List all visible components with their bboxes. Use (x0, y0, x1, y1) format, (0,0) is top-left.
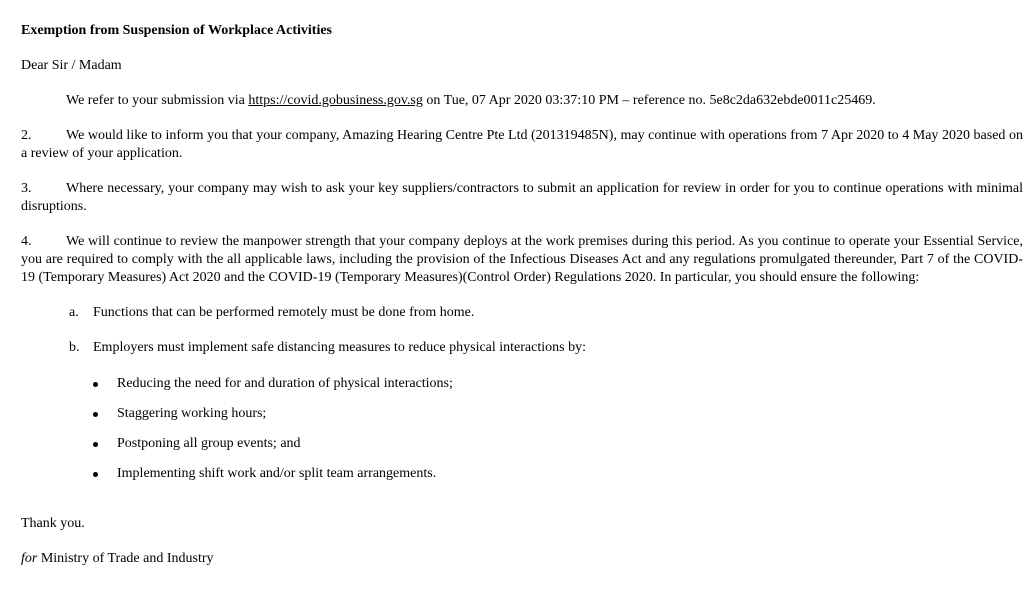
bullet-item (93, 405, 1023, 423)
bullet-text: Postponing all group events; and (117, 436, 301, 451)
list-item-text: Functions that can be performed remotely must be done from home. (93, 305, 475, 320)
paragraph-4 (21, 233, 1023, 287)
salutation: Dear Sir / Madam (21, 58, 122, 73)
bullet-icon (93, 472, 98, 477)
list-item-marker: b. (69, 340, 80, 355)
paragraph-4-text: We will continue to review the manpower strength that your company deploys at the work premises during this period. As you continue to operate your Essential Service, you are required to comply with the all applicable laws, including the provision of the Infectious Diseases Act and any regulations promulgated thereunder, Part 7 of the COVID-19 (Temporary Measures) Act 2020 and the COVID-19 (Temporary Measures)(Control Order) Regulations 2020. In particular, you should ensure the following: (21, 234, 1023, 285)
signoff-prefix: for (21, 551, 38, 566)
bullet-item (93, 375, 1023, 393)
bullet-item (93, 465, 1023, 483)
bullet-item (93, 435, 1023, 453)
paragraph-3-text: Where necessary, your company may wish to ask your key suppliers/contractors to submit an application for review in order for you to continue operations with minimal disruptions. (21, 181, 1023, 214)
paragraph-1-text-before: We refer to your submission via (66, 93, 249, 108)
paragraph-2 (21, 127, 1023, 163)
signoff (21, 550, 1023, 568)
list-item-text: Employers must implement safe distancing measures to reduce physical interactions by: (93, 340, 586, 355)
paragraph-2-number: 2. (21, 128, 32, 143)
bullet-icon (93, 442, 98, 447)
bullet-text: Implementing shift work and/or split team arrangements. (117, 466, 437, 481)
requirements-list (69, 304, 1023, 357)
list-item (69, 304, 1023, 322)
bullet-text: Staggering working hours; (117, 406, 267, 421)
paragraph-3-number: 3. (21, 181, 32, 196)
paragraph-4-number: 4. (21, 234, 32, 249)
list-item (69, 339, 1023, 357)
paragraph-1 (21, 92, 1023, 110)
letter-title: Exemption from Suspension of Workplace Activities (21, 23, 333, 38)
bullet-icon (93, 412, 98, 417)
signoff-org: Ministry of Trade and Industry (37, 551, 214, 566)
list-item-marker: a. (69, 305, 79, 320)
bullet-icon (93, 382, 98, 387)
paragraph-2-text: We would like to inform you that your company, Amazing Hearing Centre Pte Ltd (201319485N), may continue with operations from 7 Apr 2020 to 4 May 2020 based on a review of your application. (21, 128, 1023, 161)
paragraph-3 (21, 180, 1023, 216)
closing: Thank you. (21, 516, 85, 531)
bullet-text: Reducing the need for and duration of physical interactions; (117, 376, 453, 391)
gobusiness-link[interactable]: https://covid.gobusiness.gov.sg (248, 93, 423, 108)
paragraph-1-text-after: on Tue, 07 Apr 2020 03:37:10 PM – reference no. 5e8c2da632ebde0011c25469. (422, 93, 876, 108)
distancing-measures-list (93, 375, 1023, 483)
